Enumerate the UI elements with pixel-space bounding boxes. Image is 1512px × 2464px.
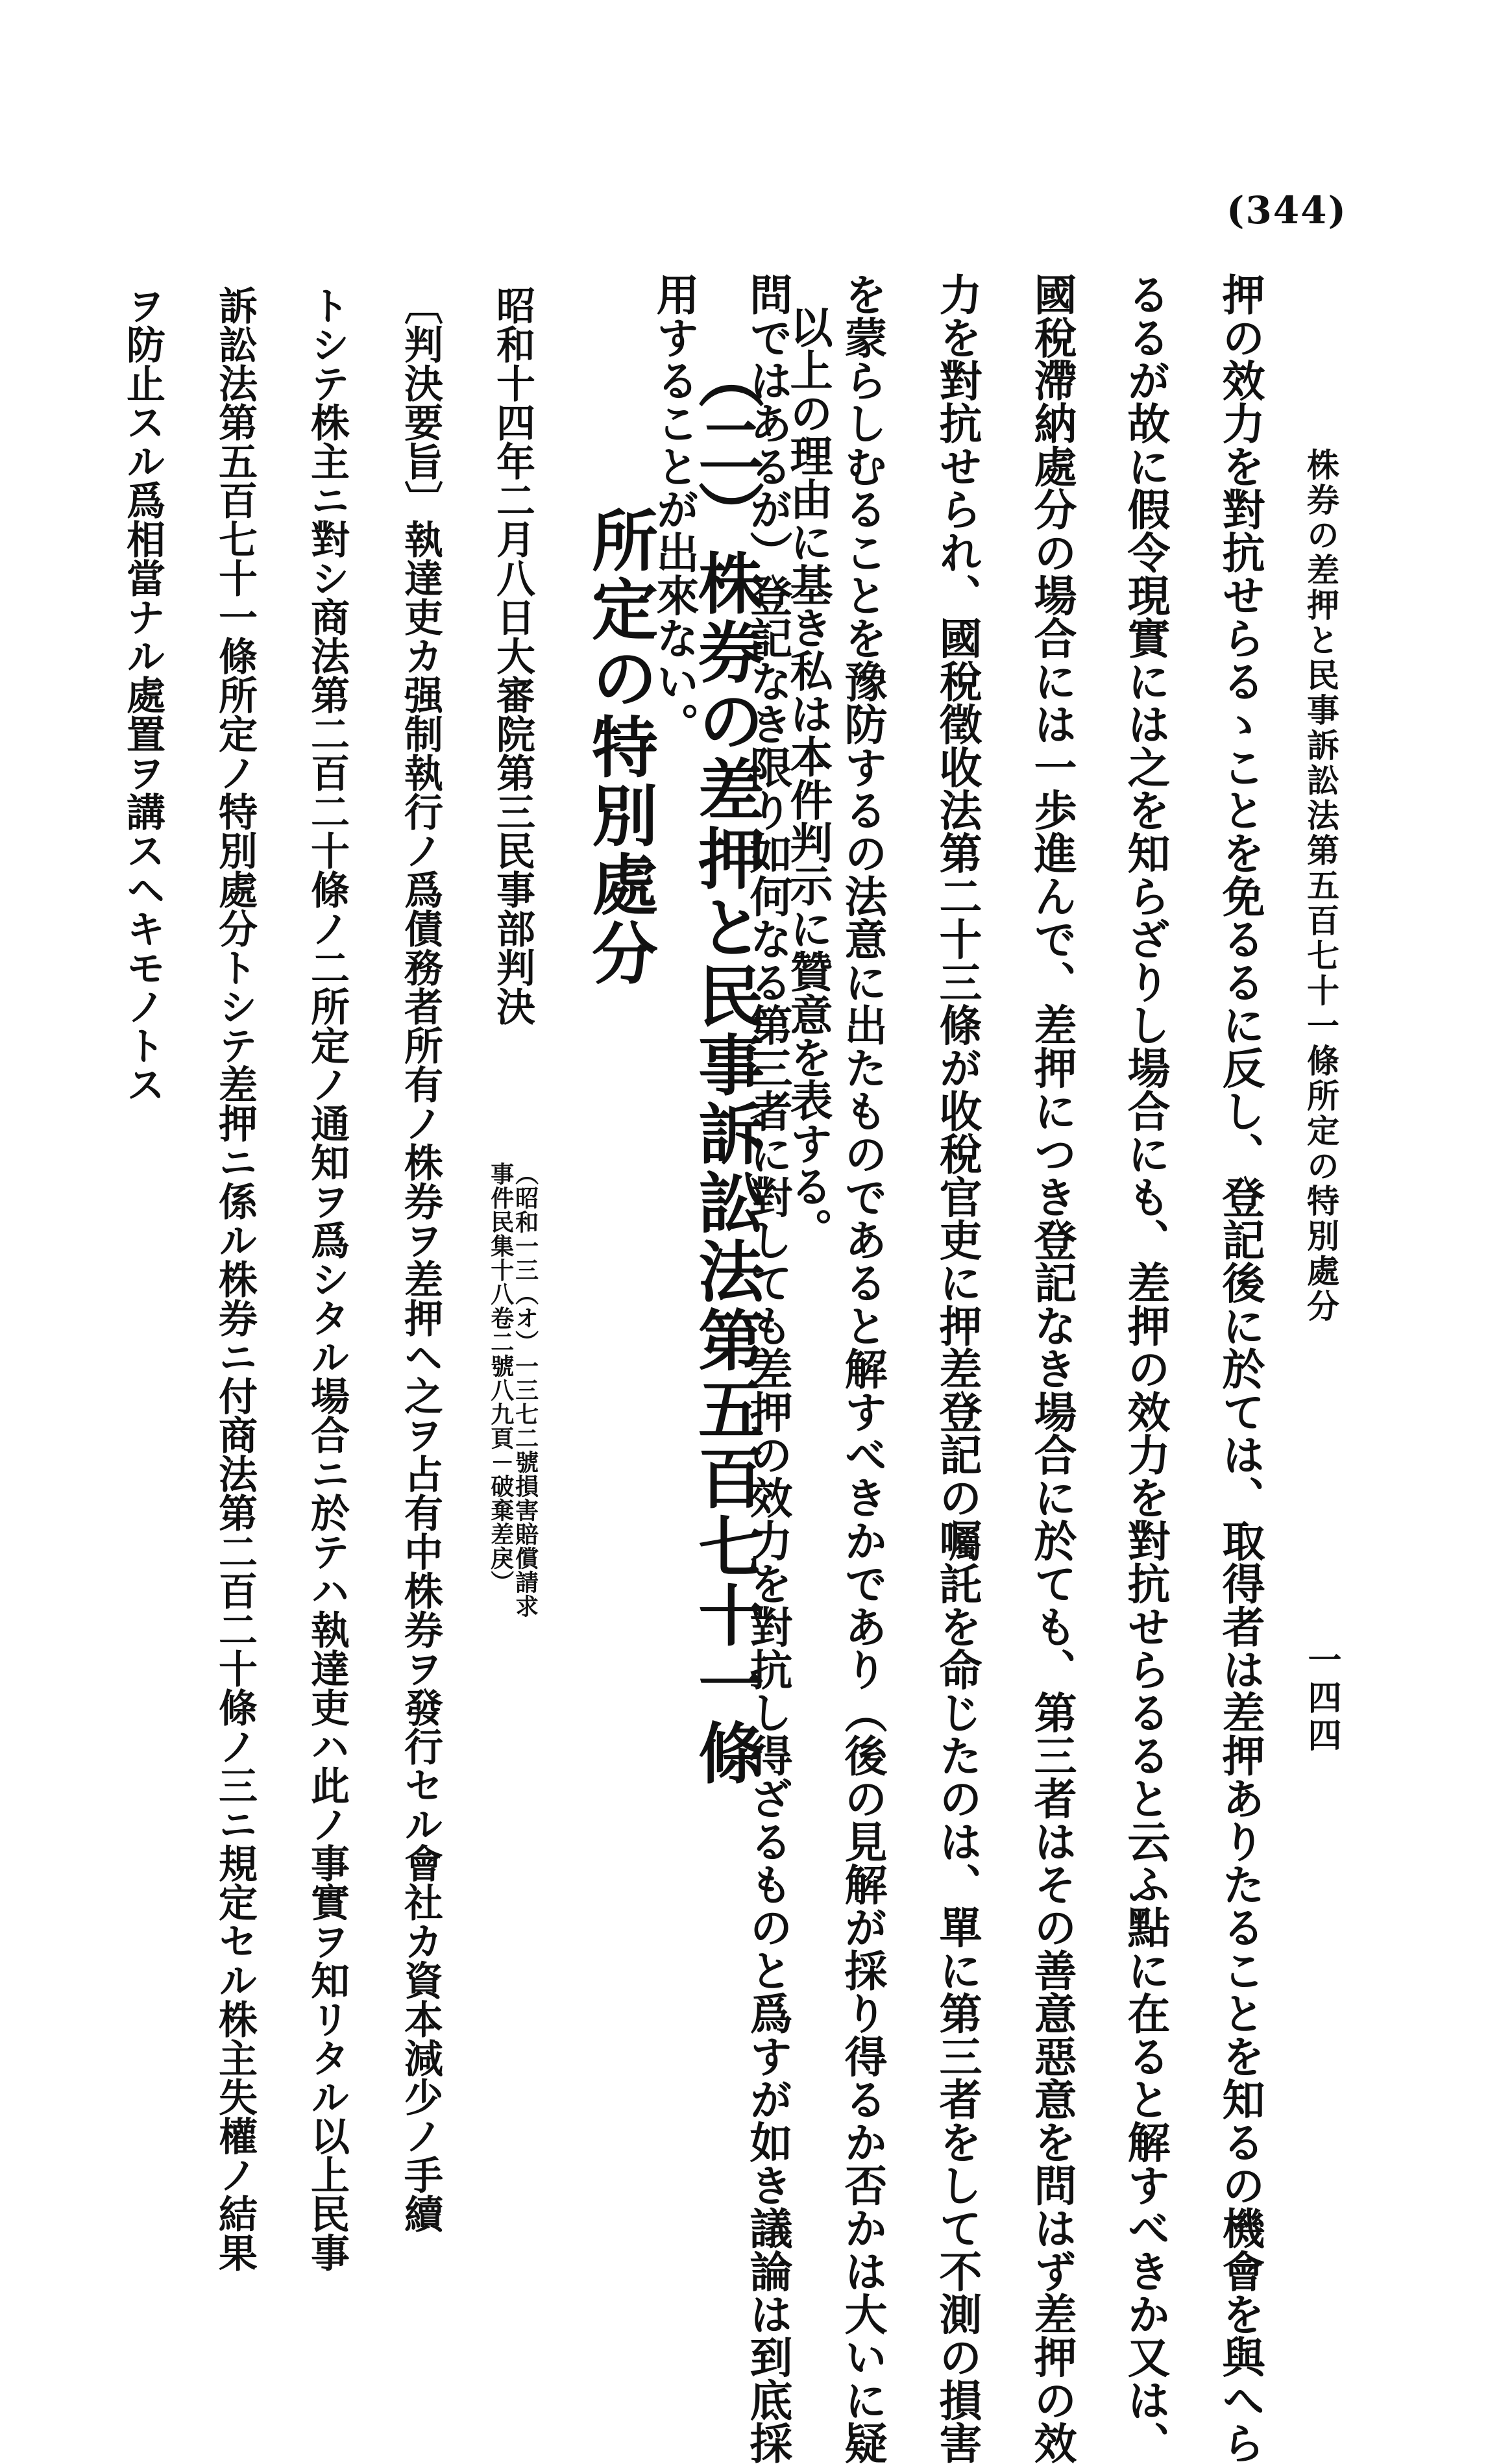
section-title-line-2: 所定の特別處分 — [581, 506, 659, 988]
ruling-summary-label: 〔判決要旨〕 — [398, 286, 443, 519]
body-line-2: るるが故に假令現實には之を知らざりし場合にも、差押の效力を對抗せらるると云ふ點に在ると解すべきか又は、 — [1120, 273, 1171, 2464]
case-note — [488, 1162, 537, 1618]
ruling-line-3: 訴訟法第五百七十一條所定ノ特別處分トシテ差押ニ係ル株券ニ付商法第二百二十條ノ三ニ規定セル株主失權ノ結果 — [212, 286, 258, 2272]
ruling-line-4: ヲ防止スル爲相當ナル處置ヲ講スヘキモノトス — [120, 286, 165, 1103]
section-title-line-1: （二）株券の差押と民事訴訟法第五百七十一條 — [687, 343, 765, 1788]
body-line-6: 問ではあるが）登記なき限り如何なる第三者に對しても差押の效力を對抗し得ざるものと爲すが如き議論は到底採 — [742, 273, 793, 2464]
running-title: 株券の差押と民事訴訟法第五百七十一條所定の特別處分 — [1302, 448, 1340, 1324]
ruling-line-2: トシテ株主ニ對シ商法第二百二十條ノ二所定ノ通知ヲ爲シタル場合ニ於テハ執達吏ハ此ノ事實ヲ知リタル以上民事 — [304, 286, 350, 2272]
page-number: (344) — [1226, 188, 1347, 232]
ruling-line-1-wrap — [398, 286, 443, 2233]
body-line-5: を蒙らしむることを豫防するの法意に出たものであると解すべきかであり（後の見解が採り得るか否かは大いに疑 — [837, 273, 888, 2464]
case-note-line-2: 事件民集十八卷二號八九頁－破棄差戾） — [487, 1162, 515, 1594]
page-number-kanji: 一四四 — [1302, 1642, 1341, 1755]
body-line-7: 用することが出來ない。 — [649, 273, 700, 746]
body-line-3: 國稅滯納處分の場合には一歩進んで、差押につき登記なき場合に於ても、第三者はその善意惡意を問はず差押の效 — [1027, 273, 1077, 2464]
ruling-line-1: 執達吏カ强制執行ノ爲債務者所有ノ株券ヲ差押ヘ之ヲ占有中株券ヲ發行セル會社カ資本減少ノ手續 — [398, 519, 443, 2233]
ruling-date-court: 昭和十四年二月八日大審院第三民事部判決 — [490, 286, 535, 1026]
case-note-line-1: （昭和一三（オ）一三七二號損害賠償請求 — [511, 1162, 539, 1618]
body-line-8: 以上の理由に基き私は本件判示に贊意を表する。 — [783, 305, 833, 1251]
body-line-1: 押の效力を對抗せらるゝことを免るるに反し、登記後に於ては、取得者は差押ありたることを知るの機會を與へら — [1215, 273, 1265, 2464]
body-line-4: 力を對抗せられ、國稅徵收法第二十三條が收稅官吏に押差登記の囑託を命じたのは、單に第三者をして不測の損害 — [932, 273, 982, 2464]
